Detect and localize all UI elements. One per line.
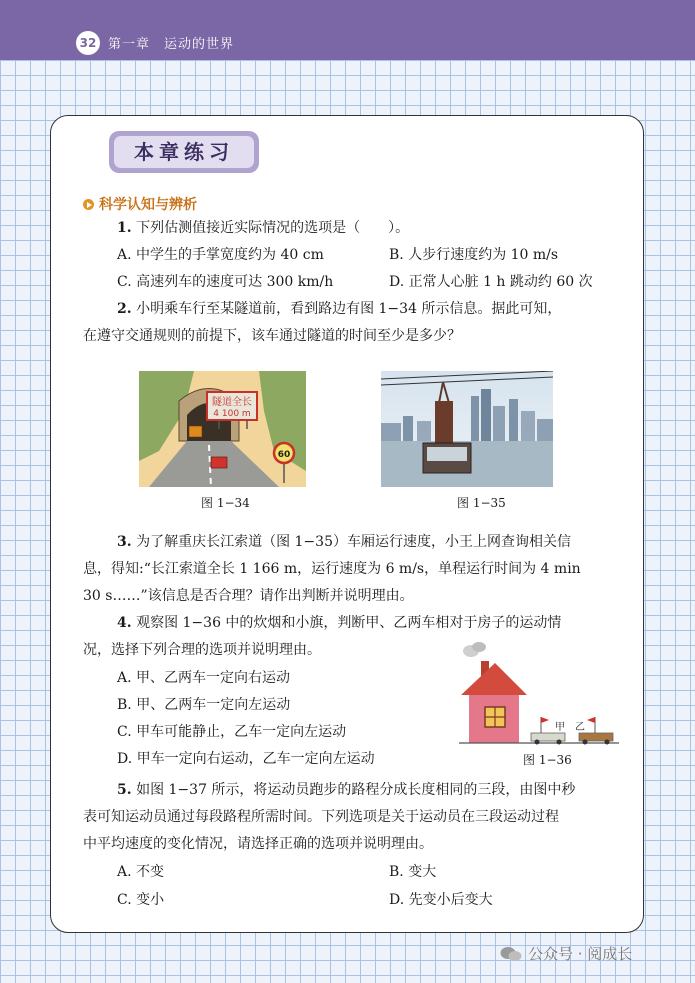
chapter-title: 第一章 运动的世界 [108, 37, 235, 52]
q3-text1: 为了解重庆长江索道（图 1−35）车厢运行速度，小王上网查询相关信 [136, 534, 571, 550]
q1-number: 1. [117, 220, 132, 236]
q1-option-b: B. 人步行速度约为 10 m/s [389, 247, 559, 263]
page-number: 32 [76, 31, 100, 55]
section-label: 科学认知与辨析 [99, 197, 197, 213]
q1-option-a: A. 中学生的手掌宽度约为 40 cm [117, 247, 324, 263]
figure-1-35-caption: 图 1−35 [457, 496, 506, 510]
q3-number: 3. [117, 534, 132, 550]
q1-text: 下列估测值接近实际情况的选项是（ ）。 [136, 220, 410, 236]
q1-stem [117, 219, 409, 237]
q4-option-a: A. 甲、乙两车一定向右运动 [117, 670, 291, 686]
car-yi-label: 乙 [575, 722, 585, 733]
play-bullet-icon [83, 199, 94, 210]
q5-option-b: B. 变大 [389, 864, 437, 880]
car-jia-label: 甲 [555, 722, 565, 733]
title-badge [109, 131, 259, 173]
figure-1-36 [459, 639, 619, 745]
q4-number: 4. [117, 615, 132, 631]
watermark [500, 943, 632, 964]
q5-option-d: D. 先变小后变大 [389, 892, 493, 908]
q5-line1 [117, 781, 575, 799]
q3-line3: 30 s……”该信息是否合理？请作出判断并说明理由。 [83, 588, 414, 604]
tunnel-sign-line1: 隧道全长 [212, 397, 252, 408]
q2-line2: 在遵守交通规则的前提下，该车通过隧道的时间至少是多少？ [83, 328, 461, 344]
q2-text1: 小明乘车行至某隧道前，看到路边有图 1−34 所示信息。据此可知， [136, 301, 562, 317]
q4-option-d: D. 甲车一定向右运动，乙车一定向左运动 [117, 751, 375, 767]
q4-option-b: B. 甲、乙两车一定向左运动 [117, 697, 291, 713]
q5-number: 5. [117, 782, 132, 798]
q5-line2: 表可知运动员通过每段路程所需时间。下列选项是关于运动员在三段运动过程 [83, 809, 559, 825]
exercise-title: 本章练习 [114, 136, 254, 168]
watermark-text: 公众号 · 阅成长 [528, 945, 633, 963]
q4-text1: 观察图 1−36 中的炊烟和小旗，判断甲、乙两车相对于房子的运动情 [136, 615, 562, 631]
q5-option-a: A. 不变 [117, 864, 165, 880]
q1-option-d: D. 正常人心脏 1 h 跳动约 60 次 [389, 274, 593, 290]
q3-line1 [117, 533, 571, 551]
figure-1-34 [139, 371, 306, 487]
tunnel-sign-line2: 4 100 m [213, 409, 251, 419]
exercise-card [50, 115, 644, 933]
q2-number: 2. [117, 301, 132, 317]
wechat-icon [500, 946, 522, 962]
q5-line3: 中平均速度的变化情况，请选择正确的选项并说明理由。 [83, 836, 433, 852]
q5-option-c: C. 变小 [117, 892, 165, 908]
house-cars-illustration [459, 639, 619, 745]
q4-option-c: C. 甲车可能静止，乙车一定向左运动 [117, 724, 347, 740]
q4-line2: 况，选择下列合理的选项并说明理由。 [83, 642, 321, 658]
q2-line1 [117, 300, 561, 318]
q4-line1 [117, 614, 561, 632]
q1-option-c: C. 高速列车的速度可达 300 km/h [117, 274, 334, 290]
cableway-photo [381, 371, 553, 487]
q5-text1: 如图 1−37 所示，将运动员跑步的路程分成长度相同的三段，由图中秒 [136, 782, 576, 798]
section-heading [83, 194, 197, 214]
q3-line2: 息，得知:“长江索道全长 1 166 m，运行速度为 6 m/s，单程运行时间为 4 min [83, 561, 581, 577]
figure-1-35 [381, 371, 553, 487]
figure-1-34-caption: 图 1−34 [201, 496, 250, 510]
speed-limit-sign: 60 [277, 450, 291, 460]
page-header [0, 0, 695, 60]
tunnel-illustration [139, 371, 306, 487]
figure-1-36-caption: 图 1−36 [523, 753, 572, 767]
